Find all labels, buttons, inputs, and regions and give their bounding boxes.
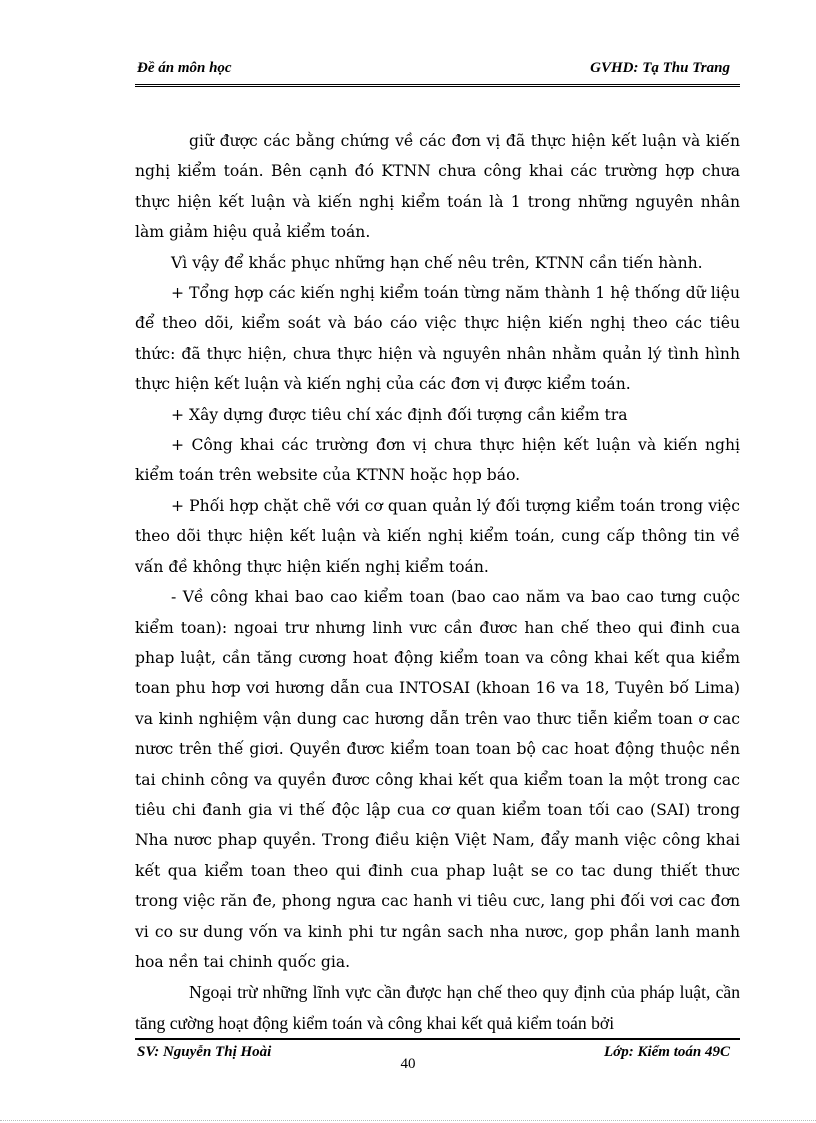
page-number: 40 (400, 1056, 416, 1072)
paragraph: + Phối hợp chặt chẽ với cơ quan quản lý đối tượng kiểm toán trong việc theo dõi thực hiện kết luận và kiến nghị kiểm toán, cung cấp thông tin về vấn đề không thực hiện kiến nghị kiểm toán. (135, 496, 740, 576)
paragraph: giữ được các bằng chứng về các đơn vị đã thực hiện kết luận và kiến nghị kiểm toán. Bên cạnh đó KTNN chưa công khai các trường hợp chưa thực hiện kết luận và kiến nghị kiểm toán là 1 trong những nguyên nhân làm giảm hiệu quả kiểm toán. (135, 132, 740, 242)
paragraph: - Về công khai bao cao kiểm toan (bao cao năm va bao cao tưng cuộc kiểm toan): ngoai trư nhưng linh vưc cần đươc han chế theo qui đinh cua phap luật, cần tăng cương hoat động kiểm toan va công khai kết qua kiểm toan phu hơp vơi hương dẫn cua INTOSAI (khoan 16 va 18, Tuyên bố Lima) va kinh nghiệm vận dung cac hương dẫn trên vao thưc tiễn kiểm toan ơ cac nươc trên thế giơi. Quyền đươc kiểm toan toan bộ cac hoat động thuộc nền tai chinh công va quyền đươc công khai kết qua kiểm toan la một trong cac tiêu chi đanh gia vi thế độc lập cua cơ quan kiểm toan tối cao (SAI) trong Nha nươc phap quyền. Trong điều kiện Việt Nam, đẩy manh việc công khai kết qua kiểm toan theo qui đinh cua phap luật se co tac dung thiết thưc trong việc răn đe, phong ngưa cac hanh vi tiêu cưc, lang phi đối vơi cac đơn vi co sư dung vốn va kinh phi tư ngân sach nha nươc, gop phần lanh manh hoa nền tai chinh quốc gia. (135, 588, 740, 971)
footer-class: Lớp: Kiểm toán 49C (604, 1044, 730, 1060)
header-course-title: Đề án môn học (137, 60, 232, 76)
header-supervisor: GVHD: Tạ Thu Trang (590, 60, 730, 76)
paragraph: + Công khai các trường đơn vị chưa thực hiện kết luận và kiến nghị kiểm toán trên website của KTNN hoặc họp báo. (135, 436, 740, 485)
paragraph: Ngoại trừ những lĩnh vực cần được hạn chế theo quy định của pháp luật, cần tăng cường hoạt động kiểm toán và công khai kết quả kiểm toán bởi (135, 982, 740, 1033)
page-edge-divider (0, 1120, 816, 1121)
body-text (135, 126, 740, 1038)
page-header (135, 60, 740, 87)
paragraph: Vì vậy để khắc phục những hạn chế nêu trên, KTNN cần tiến hành. (171, 253, 703, 272)
footer-student: SV: Nguyễn Thị Hoài (137, 1044, 272, 1060)
page-footer (135, 1038, 740, 1060)
paragraph: + Tổng hợp các kiến nghị kiểm toán từng năm thành 1 hệ thống dữ liệu để theo dõi, kiểm soát và báo cáo việc thực hiện kiến nghị theo các tiêu thức: đã thực hiện, chưa thực hiện và nguyên nhân nhằm quản lý tình hình thực hiện kết luận và kiến nghị của các đơn vị được kiểm toán. (135, 284, 740, 394)
paragraph: + Xây dựng được tiêu chí xác định đối tượng cần kiểm tra (171, 405, 628, 424)
